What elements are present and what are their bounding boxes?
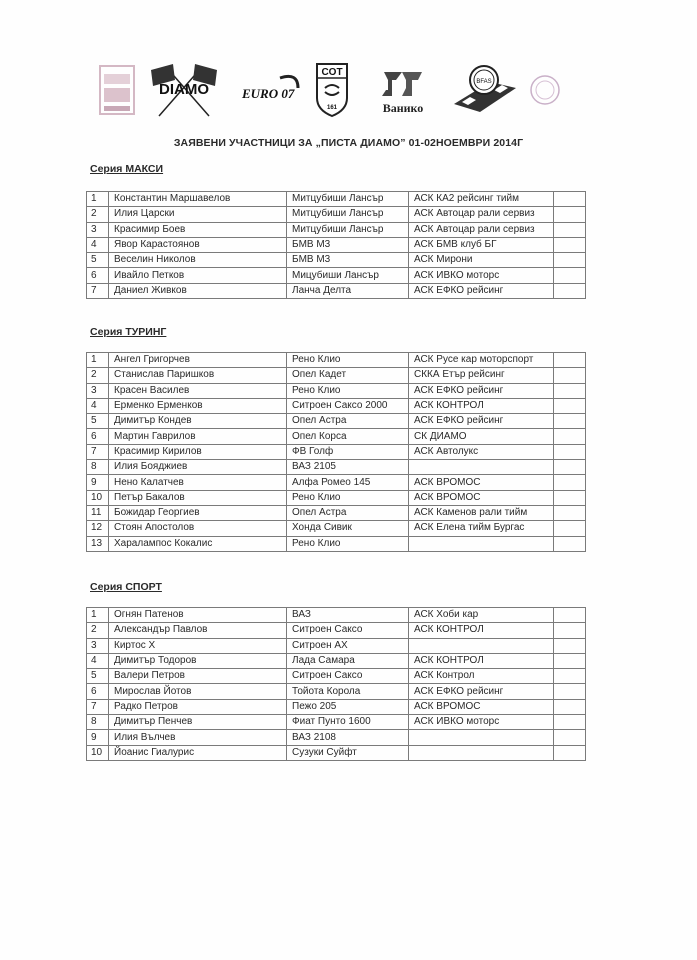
club-name bbox=[409, 536, 554, 551]
svg-text:DIAMO: DIAMO bbox=[159, 81, 209, 98]
table-row bbox=[87, 192, 586, 207]
driver-name: Харалампос Кокалис bbox=[109, 536, 287, 551]
car-model: Опел Кадет bbox=[287, 368, 409, 383]
empty-cell bbox=[554, 222, 586, 237]
section-heading-turing: Серия ТУРИНГ bbox=[90, 326, 167, 338]
table-row bbox=[87, 253, 586, 268]
club-name: АСК Контрол bbox=[409, 669, 554, 684]
table-row bbox=[87, 684, 586, 699]
empty-cell bbox=[554, 460, 586, 475]
table-row bbox=[87, 237, 586, 252]
empty-cell bbox=[554, 429, 586, 444]
row-number: 8 bbox=[87, 715, 109, 730]
club-name: АСК ВРОМОС bbox=[409, 490, 554, 505]
empty-cell bbox=[554, 505, 586, 520]
row-number: 7 bbox=[87, 699, 109, 714]
car-model: Тойота Корола bbox=[287, 684, 409, 699]
cot-logo bbox=[314, 58, 350, 122]
club-name bbox=[409, 638, 554, 653]
car-model: Алфа Ромео 145 bbox=[287, 475, 409, 490]
club-name: АСК КА2 рейсинг тийм bbox=[409, 192, 554, 207]
driver-name: Димитър Кондев bbox=[109, 414, 287, 429]
row-number: 1 bbox=[87, 192, 109, 207]
empty-cell bbox=[554, 192, 586, 207]
driver-name: Димитър Пенчев bbox=[109, 715, 287, 730]
club-name bbox=[409, 730, 554, 745]
car-model: ВАЗ 2105 bbox=[287, 460, 409, 475]
club-name bbox=[409, 460, 554, 475]
row-number: 5 bbox=[87, 414, 109, 429]
table-maksi bbox=[86, 191, 586, 299]
table-row bbox=[87, 444, 586, 459]
club-name: АСК ЕФКО рейсинг bbox=[409, 283, 554, 298]
club-name: АСК Хоби кар bbox=[409, 608, 554, 623]
club-name: СК ДИАМО bbox=[409, 429, 554, 444]
row-number: 2 bbox=[87, 207, 109, 222]
table-row bbox=[87, 745, 586, 760]
row-number: 5 bbox=[87, 253, 109, 268]
car-model: Сузуки Суйфт bbox=[287, 745, 409, 760]
empty-cell bbox=[554, 521, 586, 536]
driver-name: Станислав Паришков bbox=[109, 368, 287, 383]
table-row bbox=[87, 715, 586, 730]
round-stamp-logo bbox=[528, 58, 562, 122]
page-title: ЗАЯВЕНИ УЧАСТНИЦИ ЗА „ПИСТА ДИАМО” 01-02НОЕМВРИ 2014Г bbox=[173, 137, 524, 149]
table-row bbox=[87, 623, 586, 638]
row-number: 9 bbox=[87, 475, 109, 490]
sponsor-logos bbox=[92, 58, 562, 122]
table-row bbox=[87, 368, 586, 383]
driver-name: Ивайло Петков bbox=[109, 268, 287, 283]
empty-cell bbox=[554, 638, 586, 653]
svg-text:161: 161 bbox=[326, 105, 338, 111]
table-row bbox=[87, 429, 586, 444]
driver-name: Мирослав Йотов bbox=[109, 684, 287, 699]
car-model: Пежо 205 bbox=[287, 699, 409, 714]
table-row bbox=[87, 669, 586, 684]
driver-name: Явор Карастоянов bbox=[109, 237, 287, 252]
row-number: 7 bbox=[87, 444, 109, 459]
driver-name: Божидар Георгиев bbox=[109, 505, 287, 520]
car-model: Опел Корса bbox=[287, 429, 409, 444]
driver-name: Нено Калатчев bbox=[109, 475, 287, 490]
car-model: Рено Клио bbox=[287, 536, 409, 551]
empty-cell bbox=[554, 207, 586, 222]
empty-cell bbox=[554, 745, 586, 760]
club-name: АСК Автоцар рали сервиз bbox=[409, 207, 554, 222]
table-row bbox=[87, 222, 586, 237]
club-name: АСК ЕФКО рейсинг bbox=[409, 414, 554, 429]
driver-name: Веселин Николов bbox=[109, 253, 287, 268]
table-row bbox=[87, 490, 586, 505]
empty-cell bbox=[554, 536, 586, 551]
row-number: 3 bbox=[87, 383, 109, 398]
car-model: Ланча Делта bbox=[287, 283, 409, 298]
row-number: 3 bbox=[87, 222, 109, 237]
empty-cell bbox=[554, 715, 586, 730]
svg-text:EURO 07: EURO 07 bbox=[242, 86, 295, 101]
club-name: АСК КОНТРОЛ bbox=[409, 398, 554, 413]
row-number: 4 bbox=[87, 237, 109, 252]
row-number: 11 bbox=[87, 505, 109, 520]
club-name: АСК Автоцар рали сервиз bbox=[409, 222, 554, 237]
car-model: Ситроен АХ bbox=[287, 638, 409, 653]
table-row bbox=[87, 699, 586, 714]
car-model: Мицубиши Лансър bbox=[287, 268, 409, 283]
driver-name: Огнян Патенов bbox=[109, 608, 287, 623]
car-model: ВАЗ bbox=[287, 608, 409, 623]
car-model: Митцубиши Лансър bbox=[287, 207, 409, 222]
car-model: Рено Клио bbox=[287, 490, 409, 505]
car-model: Лада Самара bbox=[287, 653, 409, 668]
row-number: 6 bbox=[87, 429, 109, 444]
empty-cell bbox=[554, 623, 586, 638]
empty-cell bbox=[554, 253, 586, 268]
empty-cell bbox=[554, 383, 586, 398]
car-model: Рено Клио bbox=[287, 383, 409, 398]
car-model: Рено Клио bbox=[287, 353, 409, 368]
club-name: АСК Каменов рали тийм bbox=[409, 505, 554, 520]
club-name: АСК ВРОМОС bbox=[409, 475, 554, 490]
table-row bbox=[87, 653, 586, 668]
club-name: АСК ИВКО моторс bbox=[409, 268, 554, 283]
federation-stamp-logo bbox=[96, 58, 138, 122]
empty-cell bbox=[554, 653, 586, 668]
row-number: 5 bbox=[87, 669, 109, 684]
table-row bbox=[87, 505, 586, 520]
club-name bbox=[409, 745, 554, 760]
row-number: 2 bbox=[87, 368, 109, 383]
empty-cell bbox=[554, 699, 586, 714]
table-row bbox=[87, 521, 586, 536]
empty-cell bbox=[554, 283, 586, 298]
table-row bbox=[87, 268, 586, 283]
table-row bbox=[87, 460, 586, 475]
row-number: 6 bbox=[87, 684, 109, 699]
car-model: Митцубиши Лансър bbox=[287, 222, 409, 237]
car-model: БМВ М3 bbox=[287, 253, 409, 268]
table-row bbox=[87, 353, 586, 368]
driver-name: Красимир Кирилов bbox=[109, 444, 287, 459]
row-number: 1 bbox=[87, 353, 109, 368]
club-name: АСК Русе кар моторспорт bbox=[409, 353, 554, 368]
row-number: 13 bbox=[87, 536, 109, 551]
club-name: СККА Етър рейсинг bbox=[409, 368, 554, 383]
club-name: АСК Мирони bbox=[409, 253, 554, 268]
club-name: АСК ИВКО моторс bbox=[409, 715, 554, 730]
driver-name: Ерменко Ерменков bbox=[109, 398, 287, 413]
table-row bbox=[87, 475, 586, 490]
row-number: 4 bbox=[87, 398, 109, 413]
table-row bbox=[87, 638, 586, 653]
driver-name: Петър Бакалов bbox=[109, 490, 287, 505]
row-number: 7 bbox=[87, 283, 109, 298]
empty-cell bbox=[554, 608, 586, 623]
driver-name: Киртос Х bbox=[109, 638, 287, 653]
driver-name: Александър Павлов bbox=[109, 623, 287, 638]
svg-text:BFAS: BFAS bbox=[476, 79, 492, 85]
driver-name: Валери Петров bbox=[109, 669, 287, 684]
table-turing bbox=[86, 352, 586, 552]
car-model: ФВ Голф bbox=[287, 444, 409, 459]
driver-name: Димитър Тодоров bbox=[109, 653, 287, 668]
row-number: 1 bbox=[87, 608, 109, 623]
driver-name: Илия Вълчев bbox=[109, 730, 287, 745]
driver-name: Даниел Живков bbox=[109, 283, 287, 298]
empty-cell bbox=[554, 490, 586, 505]
table-row bbox=[87, 730, 586, 745]
table-row bbox=[87, 414, 586, 429]
row-number: 12 bbox=[87, 521, 109, 536]
club-name: АСК ЕФКО рейсинг bbox=[409, 684, 554, 699]
empty-cell bbox=[554, 237, 586, 252]
row-number: 4 bbox=[87, 653, 109, 668]
section-heading-sport: Серия СПОРТ bbox=[90, 581, 162, 593]
car-model: Ситроен Саксо bbox=[287, 623, 409, 638]
empty-cell bbox=[554, 684, 586, 699]
table-row bbox=[87, 283, 586, 298]
diamo-logo bbox=[144, 58, 224, 122]
driver-name: Ангел Григорчев bbox=[109, 353, 287, 368]
empty-cell bbox=[554, 414, 586, 429]
car-model: Ситроен Саксо bbox=[287, 669, 409, 684]
section-heading-maksi: Серия МАКСИ bbox=[90, 163, 164, 175]
car-model: Ситроен Саксо 2000 bbox=[287, 398, 409, 413]
driver-name: Красимир Боев bbox=[109, 222, 287, 237]
vaniko-logo bbox=[372, 58, 434, 122]
car-model: Опел Астра bbox=[287, 414, 409, 429]
driver-name: Радко Петров bbox=[109, 699, 287, 714]
bfas-logo bbox=[450, 58, 520, 122]
car-model: ВАЗ 2108 bbox=[287, 730, 409, 745]
empty-cell bbox=[554, 268, 586, 283]
club-name: АСК КОНТРОЛ bbox=[409, 623, 554, 638]
table-row bbox=[87, 207, 586, 222]
driver-name: Константин Маршавелов bbox=[109, 192, 287, 207]
driver-name: Стоян Апостолов bbox=[109, 521, 287, 536]
empty-cell bbox=[554, 444, 586, 459]
club-name: АСК БМВ клуб БГ bbox=[409, 237, 554, 252]
car-model: Митцубиши Лансър bbox=[287, 192, 409, 207]
table-row bbox=[87, 608, 586, 623]
table-sport bbox=[86, 607, 586, 761]
empty-cell bbox=[554, 353, 586, 368]
driver-name: Илия Бояджиев bbox=[109, 460, 287, 475]
driver-name: Илия Царски bbox=[109, 207, 287, 222]
club-name: АСК Елена тийм Бургас bbox=[409, 521, 554, 536]
svg-text:Ванико: Ванико bbox=[382, 101, 424, 115]
empty-cell bbox=[554, 475, 586, 490]
club-name: АСК Автолукс bbox=[409, 444, 554, 459]
driver-name: Мартин Гаврилов bbox=[109, 429, 287, 444]
row-number: 2 bbox=[87, 623, 109, 638]
driver-name: Красен Василев bbox=[109, 383, 287, 398]
row-number: 10 bbox=[87, 745, 109, 760]
row-number: 10 bbox=[87, 490, 109, 505]
svg-text:COT: COT bbox=[321, 67, 343, 78]
club-name: АСК ЕФКО рейсинг bbox=[409, 383, 554, 398]
row-number: 8 bbox=[87, 460, 109, 475]
empty-cell bbox=[554, 669, 586, 684]
empty-cell bbox=[554, 398, 586, 413]
empty-cell bbox=[554, 368, 586, 383]
empty-cell bbox=[554, 730, 586, 745]
table-row bbox=[87, 398, 586, 413]
driver-name: Йоанис Гиалурис bbox=[109, 745, 287, 760]
table-row bbox=[87, 383, 586, 398]
car-model: Фиат Пунто 1600 bbox=[287, 715, 409, 730]
row-number: 9 bbox=[87, 730, 109, 745]
row-number: 6 bbox=[87, 268, 109, 283]
car-model: Опел Астра bbox=[287, 505, 409, 520]
club-name: АСК КОНТРОЛ bbox=[409, 653, 554, 668]
row-number: 3 bbox=[87, 638, 109, 653]
car-model: Хонда Сивик bbox=[287, 521, 409, 536]
table-row bbox=[87, 536, 586, 551]
club-name: АСК ВРОМОС bbox=[409, 699, 554, 714]
euro07-logo bbox=[240, 58, 304, 122]
car-model: БМВ М3 bbox=[287, 237, 409, 252]
